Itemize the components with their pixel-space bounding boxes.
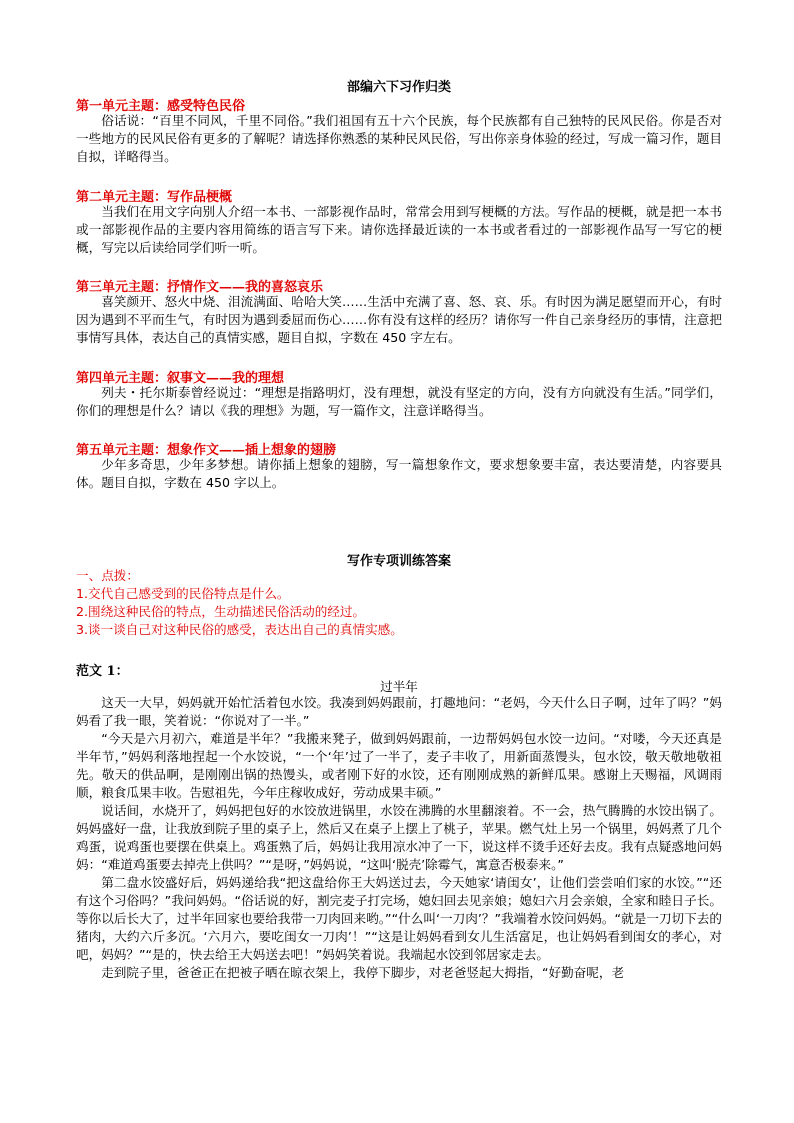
unit-1-text: 俗话说：“百里不同风，千里不同俗。”我们祖国有五十六个民族，每个民族都有自己独特的民风民俗。你是否对一些地方的民风民俗有更多的了解呢？请选择你熟悉的某种民风民俗，写出你亲身体验的经过，写成一篇习作，题目自拟，详略得当。 [76, 113, 722, 164]
essay-paragraph: 走到院子里，爸爸正在把被子晒在晾衣架上，我停下脚步，对老爸竖起大拇指，“好勤奋呢，老 [101, 965, 625, 980]
sample-label: 范文 1： [76, 664, 129, 679]
tip-item: 3.谈一谈自己对这种民俗的感受，表达出自己的真情实感。 [76, 622, 403, 637]
answer-section-title: 写作专项训练答案 [346, 554, 451, 569]
document-title: 部编六下习作归类 [346, 80, 451, 95]
unit-1-heading: 第一单元主题：感受特色民俗 [76, 99, 246, 114]
unit-2-text: 当我们在用文字向别人介绍一本书、一部影视作品时，常常会用到写梗概的方法。写作品的梗概，就是把一本书或一部影视作品的主要内容用简练的语言写下来。请你选择最近读的一本书或者看过的一部影视作品写一写它的梗概，写完以后读给同学们听一听。 [76, 204, 722, 255]
essay-paragraph: “今天是六月初六，难道是半年？”我搬来凳子，做到妈妈跟前，一边帮妈妈包水饺一边问。“对喽，今天还真是半年节，”妈妈利落地捏起一个水饺说，“一个‘年’过了一半了，麦子丰收了，用新面蒸馒头，包水饺，敬天敬地敬祖先。敬天的供品啊，是刚刚出锅的热馒头，或者刚下好的水饺，还有刚刚成熟的新鲜瓜果。感谢上天赐福，风调雨顺，粮食瓜果丰收。告慰祖先，今年庄稼收成好，劳动成果丰硕。” [76, 731, 722, 800]
sample-essay [76, 694, 722, 1114]
unit-3-text: 喜笑颜开、怒火中烧、泪流满面、哈哈大笑……生活中充满了喜、怒、哀、乐。有时因为满足愿望而开心，有时因为遇到不平而生气，有时因为遇到委屈而伤心……你有没有这样的经历？请你写一件自己亲身经历的事情，注意把事情写具体，表达自己的真情实感，题目自拟，字数在 450 字左右。 [76, 294, 722, 345]
tip-item: 2.围绕这种民俗的特点，生动描述民俗活动的经过。 [76, 604, 366, 619]
unit-2-heading: 第二单元主题：写作品梗概 [76, 190, 233, 205]
unit-5-text: 少年多奇思，少年多梦想。请你插上想象的翅膀，写一篇想象作文，要求想象要丰富，表达要清楚，内容要具体。题目自拟，字数在 450 字以上。 [76, 457, 722, 490]
unit-5-heading: 第五单元主题：想象作文——插上想象的翅膀 [76, 443, 337, 458]
unit-4-text: 列夫・托尔斯泰曾经说过：“理想是指路明灯，没有理想，就没有坚定的方向，没有方向就没有生活。”同学们，你们的理想是什么？请以《我的理想》为题，写一篇作文，注意详略得当。 [76, 385, 722, 418]
essay-paragraph: 这天一大早，妈妈就开始忙活着包水饺。我凑到妈妈跟前，打趣地问：“老妈，今天什么日子啊，过年了吗？”妈妈看了我一眼，笑着说：“你说对了一半。” [76, 695, 722, 728]
tip-item: 1.交代自己感受到的民俗特点是什么。 [76, 586, 290, 601]
unit-3-heading: 第三单元主题：抒情作文——我的喜怒哀乐 [76, 280, 324, 295]
unit-4-heading: 第四单元主题：叙事文——我的理想 [76, 371, 285, 386]
essay-paragraph: 说话间，水烧开了，妈妈把包好的水饺放进锅里，水饺在沸腾的水里翻滚着。不一会，热气腾腾的水饺出锅了。妈妈盛好一盘，让我放到院子里的桌子上，然后又在桌子上摆上了桃子，苹果。燃气灶上另一个锅里，妈妈煮了几个鸡蛋，说鸡蛋也要摆在供桌上。鸡蛋熟了后，妈妈让我用凉水冲了一下，说这样不烫手还好去皮。我有点疑惑地问妈妈：“难道鸡蛋要去掉壳上供吗？”“是呀，”妈妈说，“这叫‘脱壳’除霉气，寓意否极泰来。” [76, 803, 722, 872]
tips-label: 一、点拨： [76, 568, 139, 583]
sample-title: 过半年 [380, 679, 418, 694]
essay-paragraph: 第二盘水饺盛好后，妈妈递给我“把这盘给你王大妈送过去，今天她家‘请闺女’，让他们尝尝咱们家的水饺。”“还有这个习俗吗？”我问妈妈。“俗话说的好，割完麦子打完场，媳妇回去见亲娘；媳妇六月会亲娘，全家和睦日子长。等你以后长大了，过半年回家也要给我带一刀肉回来哟。”“什么叫‘一刀肉’？”我端着水饺问妈妈。“就是一刀切下去的猪肉，大约六斤多沉。‘六月六，要吃闺女一刀肉’！”“这是让妈妈看到女儿生活富足，也让妈妈看到闺女的孝心，对吧，妈妈？”“是的，快去给王大妈送去吧！”妈妈笑着说。我端起水饺到邻居家走去。 [76, 875, 722, 962]
